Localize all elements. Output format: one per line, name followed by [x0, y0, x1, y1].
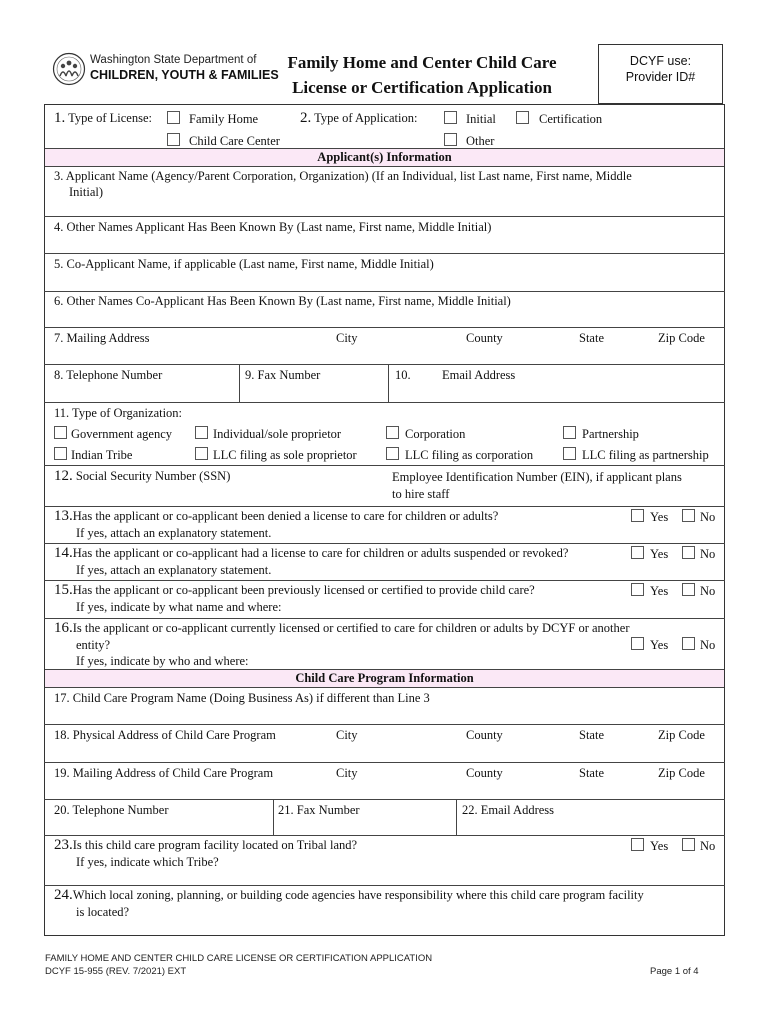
q13-yes-checkbox[interactable] [631, 509, 644, 522]
program-fax-field[interactable]: 21. Fax Number [278, 803, 360, 817]
org-individual-checkbox[interactable] [195, 426, 208, 439]
org-corporation-checkbox[interactable] [386, 426, 399, 439]
program-mailing-address-field[interactable]: 19. Mailing Address of Child Care Program [54, 766, 274, 780]
ein-field[interactable]: Employee Identification Number (EIN), if applicant plans [392, 470, 682, 484]
footer-form-number: DCYF 15-955 (REV. 7/2021) EXT [45, 966, 187, 977]
logo-line-2: CHILDREN, YOUTH & FAMILIES [90, 68, 279, 82]
dcyf-use-box[interactable]: DCYF use: Provider ID# [598, 44, 723, 104]
q23-yes-checkbox[interactable] [631, 838, 644, 851]
applicant-name-field[interactable]: 3. Applicant Name (Agency/Parent Corporation, Organization) (If an Individual, list Last name, First name, Middle [54, 169, 632, 183]
q14-text: 14.Has the applicant or co-applicant had a license to care for children or adults suspended or revoked? [54, 545, 569, 561]
mailing-address-field[interactable]: 7. Mailing Address [54, 331, 150, 345]
q14-yes-checkbox[interactable] [631, 546, 644, 559]
other-names-co-applicant-field[interactable]: 6. Other Names Co-Applicant Has Been Known By (Last name, First name, Middle Initial) [54, 294, 511, 308]
q15-no-checkbox[interactable] [682, 583, 695, 596]
q16-text: 16.Is the applicant or co-applicant currently licensed or certified to care for children or adults by DCYF or another [54, 620, 630, 636]
logo-line-1: Washington State Department of [90, 54, 257, 66]
telephone-field[interactable]: 8. Telephone Number [54, 368, 163, 382]
q13-no-checkbox[interactable] [682, 509, 695, 522]
certification-checkbox[interactable] [516, 111, 529, 124]
co-applicant-name-field[interactable]: 5. Co-Applicant Name, if applicable (Last name, First name, Middle Initial) [54, 257, 434, 271]
q24-text[interactable]: 24.Which local zoning, planning, or building code agencies have responsibility where this child care program facility [54, 887, 644, 903]
child-care-center-checkbox[interactable] [167, 133, 180, 146]
q15-yes-checkbox[interactable] [631, 583, 644, 596]
q16-yes-checkbox[interactable] [631, 637, 644, 650]
q16-no-checkbox[interactable] [682, 637, 695, 650]
ssn-field[interactable]: 12. Social Security Number (SSN) [54, 468, 231, 484]
org-government-checkbox[interactable] [54, 426, 67, 439]
org-llc-sole-checkbox[interactable] [195, 447, 208, 460]
program-email-field[interactable]: 22. Email Address [462, 803, 555, 817]
fax-field[interactable]: 9. Fax Number [245, 368, 321, 382]
footer-form-title: FAMILY HOME AND CENTER CHILD CARE LICENSE OR CERTIFICATION APPLICATION [45, 953, 433, 964]
section-applicant-information: Applicant(s) Information [45, 148, 724, 167]
other-names-applicant-field[interactable]: 4. Other Names Applicant Has Been Known By (Last name, First name, Middle Initial) [54, 220, 492, 234]
q23-no-checkbox[interactable] [682, 838, 695, 851]
org-indian-tribe-checkbox[interactable] [54, 447, 67, 460]
physical-address-field[interactable]: 18. Physical Address of Child Care Program [54, 728, 276, 742]
form-title: Family Home and Center Child Care License or Certification Application [287, 53, 557, 97]
dcyf-logo [52, 50, 279, 94]
org-llc-partnership-checkbox[interactable] [563, 447, 576, 460]
program-name-field[interactable]: 17. Child Care Program Name (Doing Business As) if different than Line 3 [54, 691, 430, 705]
org-llc-corporation-checkbox[interactable] [386, 447, 399, 460]
q14-no-checkbox[interactable] [682, 546, 695, 559]
dcyf-seal-icon [52, 52, 86, 86]
email-field[interactable]: Email Address [442, 368, 516, 382]
section-program-information: Child Care Program Information [45, 669, 724, 688]
other-application-checkbox[interactable] [444, 133, 457, 146]
footer-page-number: Page 1 of 4 [650, 966, 699, 977]
q23-text: 23.Is this child care program facility located on Tribal land? [54, 837, 358, 853]
org-partnership-checkbox[interactable] [563, 426, 576, 439]
family-home-checkbox[interactable] [167, 111, 180, 124]
initial-checkbox[interactable] [444, 111, 457, 124]
q15-text: 15.Has the applicant or co-applicant been previously licensed or certified to provide child care? [54, 582, 535, 598]
q13-text: 13.Has the applicant or co-applicant been denied a license to care for children or adults? [54, 508, 499, 524]
program-telephone-field[interactable]: 20. Telephone Number [54, 803, 169, 817]
